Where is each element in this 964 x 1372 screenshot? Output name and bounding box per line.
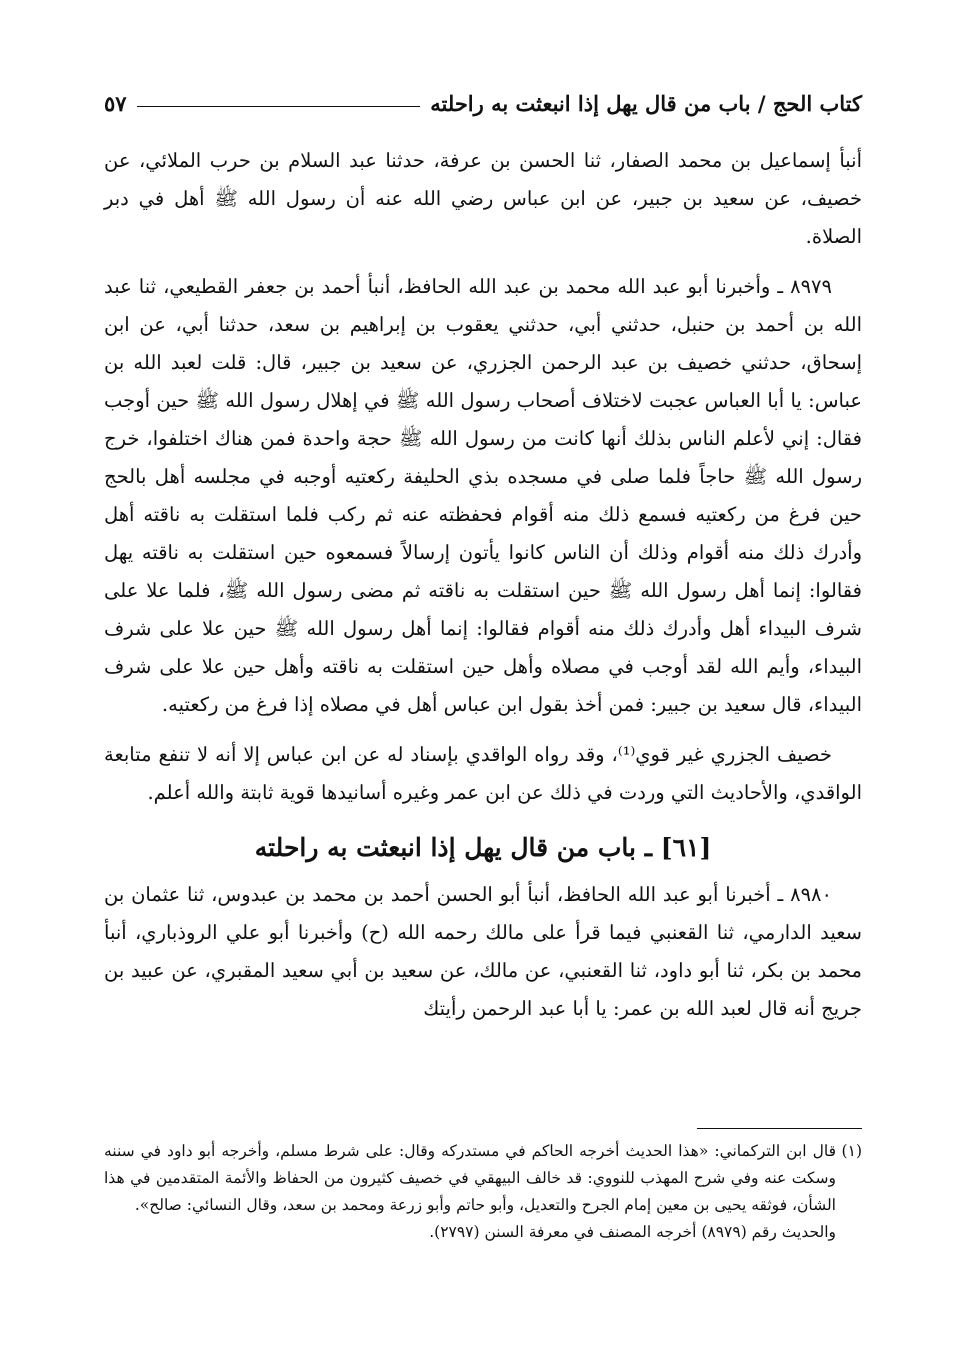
section-heading: [٦١] ـ باب من قال يهل إذا انبعثت به راحلته xyxy=(254,833,712,862)
hadith-8980: ٨٩٨٠ ـ أخبرنا أبو عبد الله الحافظ، أنبأ أبو الحسن أحمد بن محمد بن عبدوس، ثنا عثمان بن سعيد الدارمي، ثنا القعنبي فيما قرأ على مالك رحمه الله (ح) وأخبرنا أبو علي الروذباري، أنبأ محمد بن بكر، ثنا أبو داود، ثنا القعنبي، عن مالك، عن سعيد بن أبي سعيد المقبري، عن عبيد بن جريج أنه قال لعبد الله بن عمر: يا أبا عبد الرحمن رأيتك xyxy=(104,883,862,1020)
main-text xyxy=(104,142,862,1028)
paragraph-commentary: خصيف الجزري غير قوي⁽¹⁾، وقد رواه الواقدي بإسناد له عن ابن عباس إلا أنه لا تنفع متابعة الواقدي، والأحاديث التي وردت في ذلك عن ابن عمر وغيره أسانيدها قوية ثابتة والله أعلم. xyxy=(104,743,862,804)
footnote-separator xyxy=(697,1128,862,1129)
footnote-2: والحديث رقم (٨٩٧٩) أخرجه المصنف في معرفة السنن (٢٧٩٧). xyxy=(429,1223,836,1241)
running-title: كتاب الحج / باب من قال يهل إذا انبعثت به راحلته xyxy=(430,91,862,116)
hadith-8979: ٨٩٧٩ ـ وأخبرنا أبو عبد الله محمد بن عبد الله الحافظ، أنبأ أحمد بن جعفر القطيعي، ثنا عبد الله بن أحمد بن حنبل، حدثني أبي، حدثني يعقوب بن إبراهيم بن سعد، حدثنا أبي، عن ابن إسحاق، حدثني خصيف بن عبد الرحمن الجزري، عن سعيد بن جبير، قال: قلت لعبد الله بن عباس: يا أبا العباس عجبت لاختلاف أصحاب رسول الله ﷺ في إهلال رسول الله ﷺ حين أوجب فقال: إني لأعلم الناس بذلك أنها كانت من رسول الله ﷺ حجة واحدة فمن هناك اختلفوا، خرج رسول الله ﷺ حاجاً فلما صلى في مسجده بذي الحليفة ركعتيه أوجبه في مجلسه أهل بالحج حين فرغ من ركعتيه فسمع ذلك منه أقوام فحفظته عنه ثم ركب فلما استقلت به ناقته أهل وأدرك ذلك منه أقوام وذلك أن الناس كانوا يأتون إرسالاً فسمعوه حين استقلت به ناقته يهل فقالوا: إنما أهل رسول الله ﷺ حين استقلت به ناقته ثم مضى رسول الله ﷺ، فلما علا على شرف البيداء أهل وأدرك ذلك منه أقوام فقالوا: إنما أهل رسول الله ﷺ حين علا على شرف البيداء، وأيم الله لقد أوجب في مصلاه وأهل حين استقلت به ناقته وأهل حين علا على شرف البيداء، قال سعيد بن جبير: فمن أخذ بقول ابن عباس أهل في مصلاه إذا فرغ من ركعتيه. xyxy=(104,275,862,716)
page-number: ٥٧ xyxy=(104,91,127,116)
paragraph-1: أنبأ إسماعيل بن محمد الصفار، ثنا الحسن بن عرفة، حدثنا عبد السلام بن حرب الملائي، عن خصيف، عن سعيد بن جبير، عن ابن عباس رضي الله عنه أن رسول الله ﷺ أهل في دبر الصلاة. xyxy=(104,149,862,248)
footnote-number: (١) xyxy=(841,1142,862,1160)
running-header xyxy=(104,82,862,116)
header-rule xyxy=(137,106,421,107)
footnote-text: قال ابن التركماني: «هذا الحديث أخرجه الحاكم في مستدركه وقال: على شرط مسلم، وأخرجه أبو داود في سننه وسكت عنه وفي شرح المهذب للنووي: قد خالف البيهقي في خصيف كثيرون من الحفاظ والأئمة المتقدمين في هذا الشأن، فوثقه يحيى بن معين إمام الجرح والتعديل، وأبو حاتم وأبو زرعة ومحمد بن سعد، وقال النسائي: صالح». xyxy=(104,1142,836,1214)
footnote-1 xyxy=(104,1138,862,1219)
footnotes xyxy=(104,1138,862,1246)
